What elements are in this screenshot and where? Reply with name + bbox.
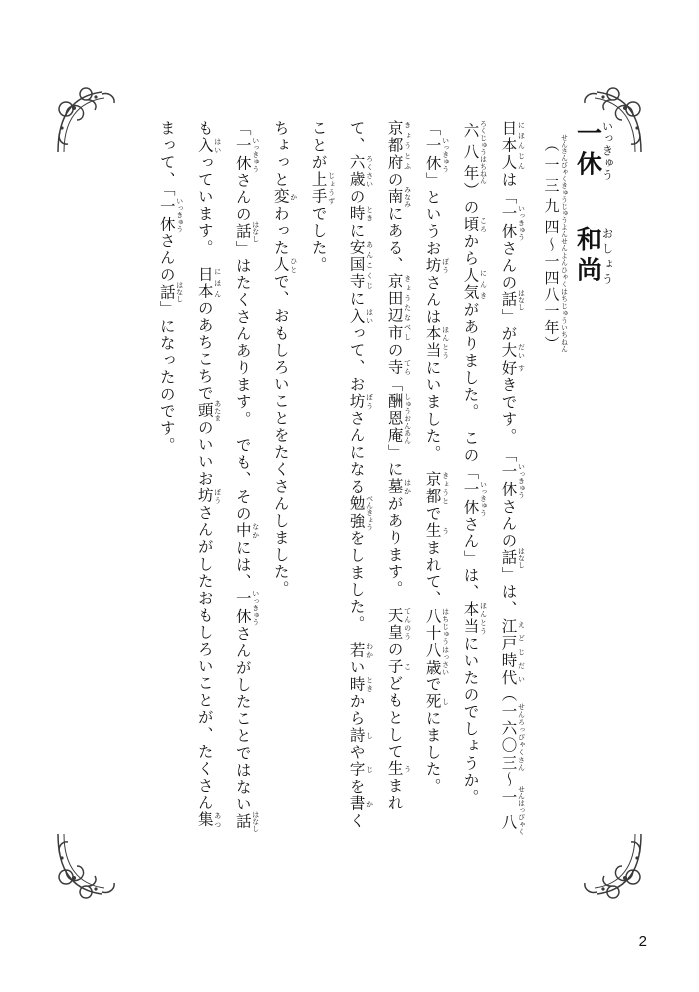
page-number: 2 — [638, 933, 647, 950]
title-sub: 和尚おしょう — [573, 225, 614, 287]
paragraph-1: 日本人 にほんじんは「一休 いっきゅうさんの話 はなし」が大 だい好 すきです。 「一休 いっきゅうさんの話 はなし」は、江戸時代 えどじだい（一六〇三 せんろっぴゃくさん～一八六八年せんはっぴゃくろくじゅうはちねん）の頃 ころから人気 にんきがありました。 この「一休 いっきゅうさん」は、本当 ほんとうにいたのでしょうか。 — [461, 120, 525, 835]
title-main: 一休いっきゅう — [573, 120, 614, 181]
paragraph-4: 「一休 いっきゅうさんの話 はなし」はたくさんあります。 でも、その中 なかには、一休 いっきゅうさんがしたことではない話 はなしも入 はいっています。 日本 にほんのあちこちで頭 あたまのいいお坊 ぼうさんがしたおもしろいことが、たくさん集 あつまって、「一休 いっきゅうさんの話 はなし」になったのです。 — [157, 120, 259, 833]
paragraph-3: ちょっと変 かわった人 ひとで、おもしろいことをたくさんしました。 — [271, 120, 297, 598]
page-title — [537, 120, 614, 353]
title-text — [568, 120, 614, 353]
title-dates: （一三九四 せんさんびゃくきゅうじゅうよん～一四八一年） せんよんひゃくはちじゅういちねん — [542, 134, 568, 353]
article-body — [96, 120, 613, 840]
paragraph-2: 「一休 いっきゅう」というお坊 ぼうさんは本当 ほんとうにいました。 京都 きょうとで生 うまれて、八十八歳 はちじゅうはっさいで死 しにました。 京都府 きょうとふの南 みなみにある、京田辺市 きょうたなべしの寺 てら「酬恩庵 しゅうおんあん」に墓 はかがあります。 天皇 てんのうの子 こどもとして生 うまれて、六歳 ろくさいの時 ときに安国寺 あんこくじに入 はいって、お坊 ぼうさんになる勉強 べんきょうをしました。 若 わかい時 ときから詩 しや字 じを書 かくことが上手 じょうずでした。 — [309, 120, 449, 830]
